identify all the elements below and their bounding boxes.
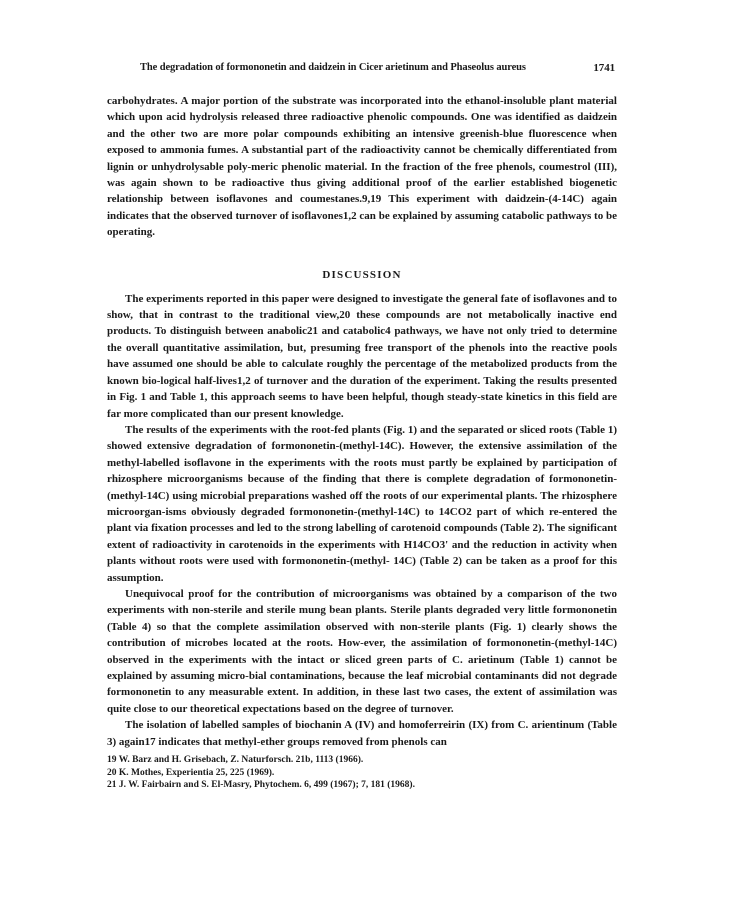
footnote-reference: 20 K. Mothes, Experientia 25, 225 (1969). bbox=[107, 767, 275, 778]
paragraph-discussion-4: The isolation of labelled samples of biochanin A (IV) and homoferreirin (IX) from C. arientinum (Table 3) again17 indicates that methyl-ether groups removed from phenols can bbox=[107, 719, 617, 748]
footnote-reference: 19 W. Barz and H. Grisebach, Z. Naturforsch. 21b, 1113 (1966). bbox=[107, 755, 364, 766]
article-body bbox=[107, 93, 617, 792]
paragraph-discussion-2: The results of the experiments with the root-fed plants (Fig. 1) and the separated or sliced roots (Table 1) showed extensive degradation of formononetin-(methyl-14C). However, the extensive assimilation of the methyl-labelled isoflavone in the experiments with the roots must partly be explained by participation of rhizosphere microorganisms because of the finding that there is complete degradation of formononetin-(methyl-14C) using microbial preparations washed off the roots of our experimental plants. The rhizosphere microorgan-isms obviously degraded formononetin-(methyl-14C) to 14CO2 part of which re-entered the plant via fixation processes and led to the strong labelling of carotenoid compounds (Table 2). The significant extent of radioactivity in carotenoids in the experiments with H14CO3' and the reduction in activity when plants without roots were used with formononetin-(methyl- 14C) (Table 2) can be taken as a proof for this assumption. bbox=[107, 423, 617, 584]
section-heading-discussion: DISCUSSION bbox=[322, 268, 402, 281]
footnote-references bbox=[107, 754, 617, 792]
paragraph-discussion-1: The experiments reported in this paper were designed to investigate the general fate of isoflavones and to show, that in contrast to the traditional view,20 these compounds are not metabolically inactive end products. To distinguish between anabolic21 and catabolic4 pathways, we have not only tried to determine the overall quantitative assimilation, but, presuming free transport of the phenols into the reactive pools have assumed one should be able to calculate roughly the percentage of the metabolized products from the known bio-logical half-lives1,2 of turnover and the duration of the experiment. Taking the results presented in Fig. 1 and Table 1, this approach seems to have been helpful, though steady-state kinetics in this field are far more complicated than our present knowledge. bbox=[107, 292, 617, 420]
paragraph-discussion-3: Unequivocal proof for the contribution of microorganisms was obtained by a comparison of the two experiments with non-sterile and sterile mung bean plants. Sterile plants degraded very little formononetin (Table 4) so that the complete assimilation observed with non-sterile plants (Fig. 1) clearly shows the contribution of microbes located at the roots. How-ever, the assimilation of formononetin-(methyl-14C) observed in the experiments with the intact or sliced green parts of C. arietinum (Table 1) cannot be explained by assuming micro-bial contaminations, because the leaf microbial contaminants did not degrade formononetin to any measurable extent. In addition, in these last two cases, the extent of assimilation was quite close to our theoretical expectations based on the degree of turnover. bbox=[107, 587, 617, 715]
paragraph-continuation: carbohydrates. A major portion of the substrate was incorporated into the ethanol-insoluble plant material which upon acid hydrolysis released three radioactive phenolic compounds. One was identified as daidzein and the other two are more polar compounds exhibiting an intensive greenish-blue fluorescence when exposed to ammonia fumes. A substantial part of the radioactivity cannot be chemically differentiated from lignin or unhydrolysable poly-meric phenolic material. In the fraction of the free phenols, coumestrol (III), was again shown to be radioactive thus giving additional proof of the earlier established biogenetic relationship between isoflavones and coumestanes.9,19 This experiment with daidzein-(4-14C) again indicates that the observed turnover of isoflavones1,2 can be explained by assuming catabolic pathways to be operating. bbox=[107, 95, 617, 239]
running-title: The degradation of formononetin and daidzein in Cicer arietinum and Phaseolus aureus bbox=[140, 62, 526, 73]
running-head bbox=[140, 62, 615, 74]
footnote-reference: 21 J. W. Fairbairn and S. El-Masry, Phytochem. 6, 499 (1967); 7, 181 (1968). bbox=[107, 780, 415, 791]
page-number: 1741 bbox=[593, 62, 615, 74]
